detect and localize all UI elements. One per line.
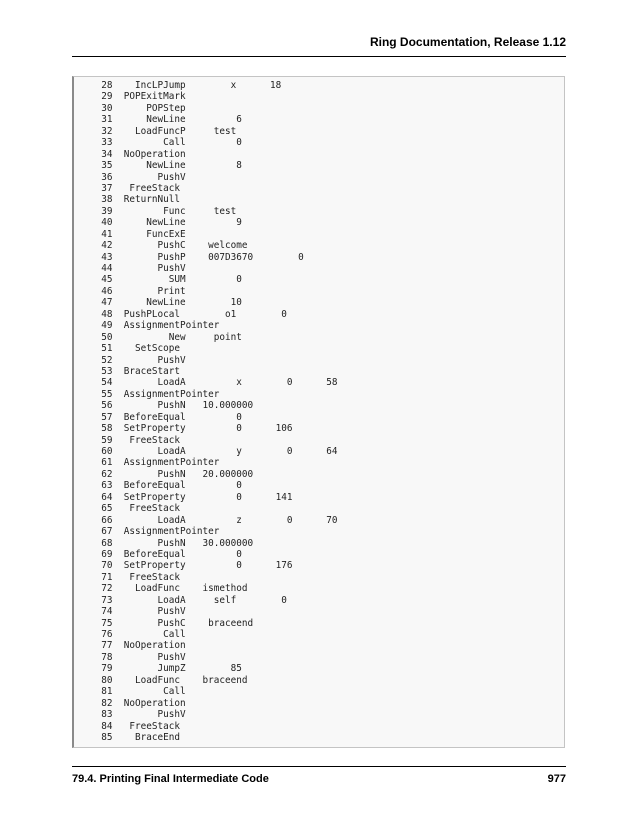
code-listing (90, 80, 338, 743)
code-line: 85 BraceEnd (90, 731, 181, 743)
code-line: 79 JumpZ 85 (90, 663, 242, 675)
code-line: 78 PushV (90, 651, 186, 663)
code-line: 56 PushN 10.000000 (90, 400, 254, 412)
code-line: 30 POPStep (90, 102, 186, 114)
code-line: 71 FreeStack (90, 571, 181, 583)
code-line: 64 SetProperty 0 141 (90, 491, 293, 503)
code-line: 28 IncLPJump x 18 (90, 80, 282, 91)
code-line: 49 AssignmentPointer (90, 320, 220, 332)
code-line: 57 BeforeEqual 0 (90, 411, 242, 423)
code-line: 61 AssignmentPointer (90, 457, 220, 469)
code-line: 43 PushP 007D3670 0 (90, 251, 304, 263)
code-line: 80 LoadFunc braceend (90, 674, 248, 686)
code-line: 72 LoadFunc ismethod (90, 583, 248, 595)
code-line: 60 LoadA y 0 64 (90, 446, 338, 457)
code-line: 39 Func test (90, 205, 237, 217)
running-header: Ring Documentation, Release 1.12 (369, 35, 566, 49)
code-line: 68 PushN 30.000000 (90, 537, 254, 549)
code-line: 77 NoOperation (90, 640, 186, 652)
code-line: 62 PushN 20.000000 (90, 468, 254, 480)
footer-section-title: 79.4. Printing Final Intermediate Code (72, 773, 269, 785)
code-line: 76 Call (90, 629, 186, 640)
code-line: 29 POPExitMark (90, 91, 186, 103)
code-line: 82 NoOperation (90, 697, 186, 709)
code-line: 59 FreeStack (90, 434, 181, 446)
code-line: 50 New point (90, 331, 242, 343)
header-rule (72, 56, 566, 57)
code-line: 47 NewLine 10 (90, 297, 242, 309)
code-line: 38 ReturnNull (90, 194, 181, 206)
code-line: 34 NoOperation (90, 148, 186, 160)
code-line: 33 Call 0 (90, 137, 242, 149)
code-line: 45 SUM 0 (90, 274, 242, 286)
code-line: 63 BeforeEqual 0 (90, 480, 242, 492)
code-line: 32 LoadFuncP test (90, 125, 237, 137)
code-line: 54 LoadA x 0 58 (90, 377, 338, 389)
code-line: 66 LoadA z 0 70 (90, 514, 338, 526)
code-line: 75 PushC braceend (90, 617, 254, 629)
code-line: 73 LoadA self 0 (90, 594, 287, 606)
code-line: 48 PushPLocal o1 0 (90, 308, 287, 320)
code-line: 53 BraceStart (90, 365, 181, 377)
code-line: 46 Print (90, 285, 186, 297)
code-line: 42 PushC welcome (90, 240, 248, 252)
code-line: 31 NewLine 6 (90, 114, 242, 126)
code-line: 58 SetProperty 0 106 (90, 423, 293, 435)
code-line: 74 PushV (90, 606, 186, 618)
page-number: 977 (547, 773, 566, 785)
code-line: 44 PushV (90, 263, 186, 274)
code-line: 52 PushV (90, 354, 186, 366)
code-line: 83 PushV (90, 709, 186, 721)
code-line: 67 AssignmentPointer (90, 526, 220, 538)
code-line: 35 NewLine 8 (90, 160, 242, 172)
code-line: 70 SetProperty 0 176 (90, 560, 293, 572)
code-line: 84 FreeStack (90, 720, 181, 732)
code-line: 69 BeforeEqual 0 (90, 548, 242, 560)
code-line: 65 FreeStack (90, 503, 181, 515)
code-line: 40 NewLine 9 (90, 217, 242, 229)
code-line: 36 PushV (90, 171, 186, 183)
code-line: 55 AssignmentPointer (90, 388, 220, 400)
code-line: 37 FreeStack (90, 182, 181, 194)
footer-rule (72, 766, 566, 767)
code-line: 81 Call (90, 686, 186, 698)
code-line: 51 SetScope (90, 343, 181, 355)
code-line: 41 FuncExE (90, 228, 186, 240)
